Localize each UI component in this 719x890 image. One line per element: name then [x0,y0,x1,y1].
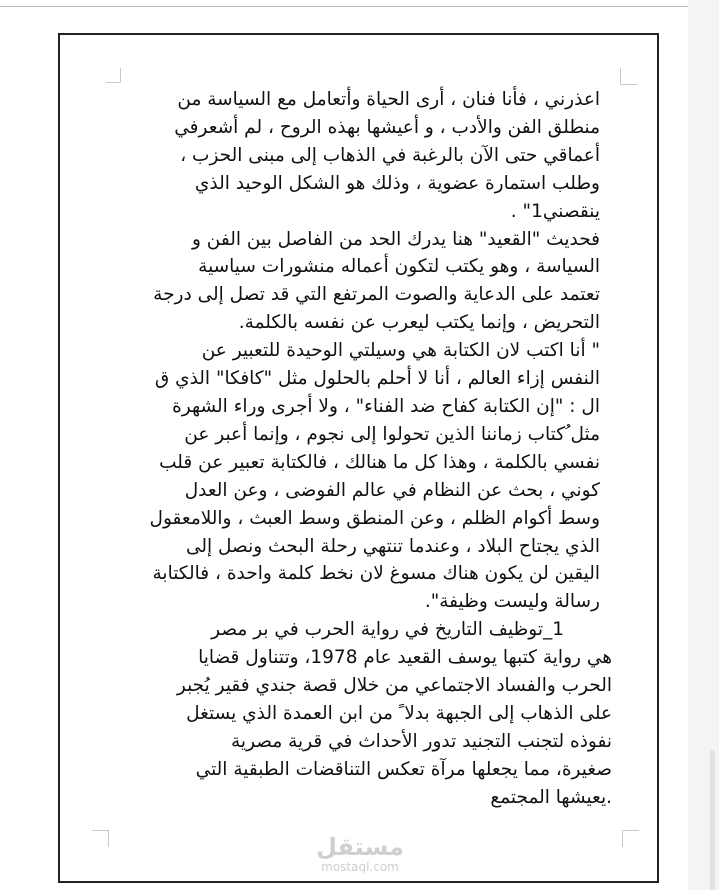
text-line: .يعيشها المجتمع [490,786,612,808]
quote-paragraph [96,337,600,616]
text-line: " أنا اكتب لان الكتابة هي وسيلتي الوحيدة للتعبير عن [201,340,600,362]
text-line: نفوذه لتجنب التجنيد تدور الأحداث في قرية مصرية [231,730,612,752]
text-line: فحديث "القعيد" هنا يدرك الحد من الفاصل بين الفن و [191,228,600,250]
text-line: مثل ُكتاب زماننا الذين تحولوا إلى نجوم ، وإنما أعبر عن [184,423,600,445]
text-line: نفسي بالكلمة ، وهذا كل ما هنالك ، فالكتابة تعبير عن قلب [159,451,600,473]
text-line: هي رواية كتبها يوسف القعيد عام 1978، وتتناول قضايا [198,647,612,669]
text-line: السياسة ، وهو يكتب لتكون أعماله منشورات سياسية [198,256,600,278]
text-line: أعماقي حتى الآن بالرغبة في الذهاب إلى مبنى الحزب ، [180,144,600,166]
text-line: على الذهاب إلى الجبهة بدلا ً من ابن العمدة الذي يستغل [186,702,612,724]
text-line: تعتمد على الدعاية والصوت المرتفع التي قد تصل إلى درجة [153,284,600,306]
text-line: منطلق الفن والأدب ، و أعيشها بهذه الروح ، لم أشعرفي [174,116,600,138]
text-line: اليقين لن يكون هناك مسوغ لان نخط كلمة واحدة ، فالكتابة [152,563,600,585]
text-line: النفس إزاء العالم ، أنا لا أحلم بالحلول مثل "كافكا" الذي ق [154,368,600,390]
text-line: صغيرة، مما يجعلها مرآة تعكس التناقضات الطبقية التي [195,758,612,780]
text-line: كوني ، بحث عن النظام في عالم الفوضى ، وعن العدل [184,479,600,501]
text-line: ال : "إن الكتابة كفاح ضد الفناء" ، ولا أجرى وراء الشهرة [172,395,600,417]
text-line: ينقصني1" . [510,200,600,222]
text-line: التحريض ، وإنما يكتب ليعرب عن نفسه بالكلمة. [238,312,600,334]
watermark-arabic: مستقل [316,833,404,861]
text-line: الحرب والفساد الاجتماعي من خلال قصة جندي فقير يُجبر [176,675,612,697]
text-line: وسط أكوام الظلم ، وعن المنطق وسط العبث ، واللامعقول [149,507,600,529]
watermark-logo [300,834,420,874]
paragraph-1 [96,86,600,226]
text-line: الذي يجتاح البلاد ، وعندما تنتهي رحلة البحث ونصل إلى [185,535,600,557]
text-line: رسالة وليست وظيفة". [424,591,600,613]
section-4 [96,616,612,811]
scrollbar-thumb[interactable] [710,750,715,890]
margin-mark-bottom-right [622,830,639,847]
watermark-latin: mostaql.com [321,860,399,874]
margin-mark-top-right [620,68,637,85]
section-heading: 1_توظيف التاريخ في رواية الحرب في بر مصر [211,619,564,641]
margin-mark-bottom-left [92,830,109,847]
text-line: اعذرني ، فأنا فنان ، أرى الحياة وأتعامل مع السياسة من [177,89,600,110]
paragraph-2 [96,226,600,338]
text-line: وطلب استمارة عضوية ، وذلك هو الشكل الوحيد الذي [194,172,600,194]
margin-mark-top-left [106,68,121,83]
document-body [96,86,612,812]
top-divider [0,6,688,7]
